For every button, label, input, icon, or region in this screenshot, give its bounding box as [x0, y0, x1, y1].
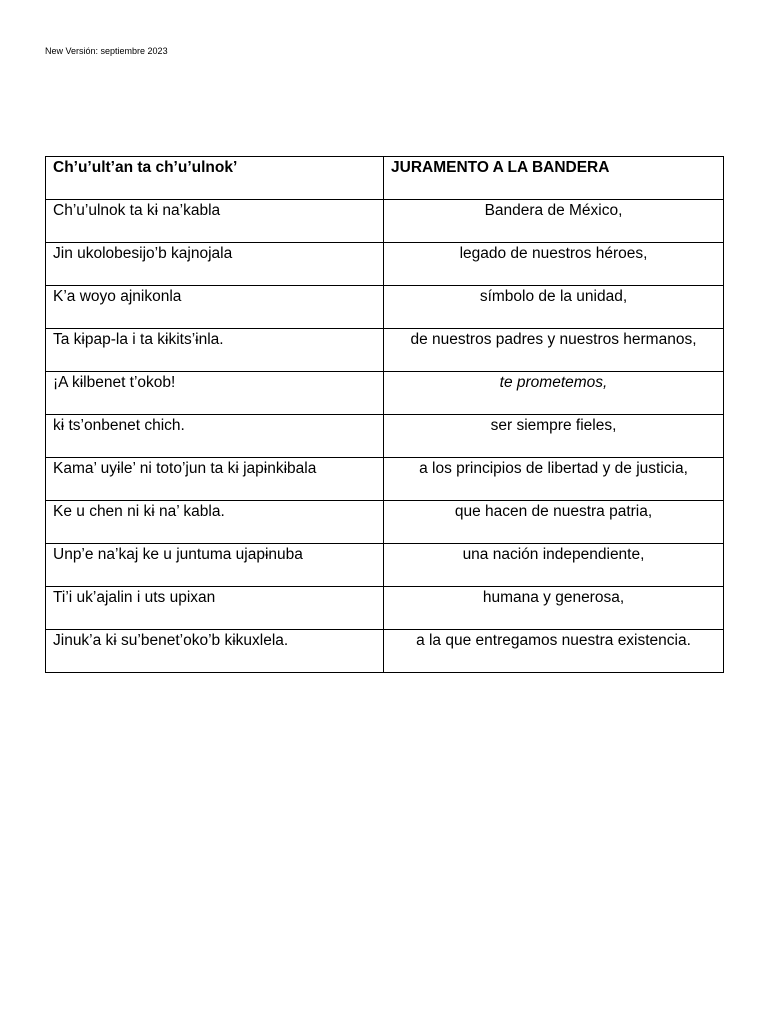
row-right-text: símbolo de la unidad,	[384, 286, 724, 329]
row-right-text: una nación independiente,	[384, 544, 724, 587]
row-right-text: Bandera de México,	[384, 200, 724, 243]
row-left-text: Ke u chen ni kɨ na’ kabla.	[46, 501, 384, 544]
table-row	[46, 286, 724, 329]
table-row	[46, 630, 724, 673]
row-right-text: que hacen de nuestra patria,	[384, 501, 724, 544]
row-left-text: Jinuk’a kɨ su’benet’oko’b kɨkuxlela.	[46, 630, 384, 673]
row-right-text-italic: te prometemos,	[384, 372, 724, 415]
table-row	[46, 587, 724, 630]
table-row	[46, 329, 724, 372]
row-left-text: Ta kɨpap-la i ta kɨkits’ɨnla.	[46, 329, 384, 372]
row-right-text: a la que entregamos nuestra existencia.	[384, 630, 724, 673]
row-left-text: K’a woyo ajnikonla	[46, 286, 384, 329]
row-left-text: Ti’i uk’ajalin i uts upixan	[46, 587, 384, 630]
row-left-text: Jin ukolobesijo’b kajnojala	[46, 243, 384, 286]
row-right-text: ser siempre fieles,	[384, 415, 724, 458]
table-row	[46, 200, 724, 243]
table-row	[46, 544, 724, 587]
row-right-text: humana y generosa,	[384, 587, 724, 630]
row-right-text: de nuestros padres y nuestros hermanos,	[384, 329, 724, 372]
header-tzotzil-title: Ch’u’ult’an ta ch’u’ulnok’	[46, 157, 384, 200]
oath-table	[45, 156, 724, 673]
table-row	[46, 372, 724, 415]
table-row	[46, 501, 724, 544]
row-left-text: Ch’u’ulnok ta kɨ na’kabla	[46, 200, 384, 243]
table-header-row	[46, 157, 724, 200]
row-right-text: a los principios de libertad y de justicia,	[384, 458, 724, 501]
row-left-text: kɨ ts’onbenet chich.	[46, 415, 384, 458]
table-row	[46, 458, 724, 501]
table-row	[46, 415, 724, 458]
row-right-text: legado de nuestros héroes,	[384, 243, 724, 286]
table-row	[46, 243, 724, 286]
version-note: New Versión: septiembre 2023	[45, 46, 168, 56]
row-left-text: ¡A kɨlbenet t’okob!	[46, 372, 384, 415]
row-left-text: Unp’e na’kaj ke u juntuma ujapɨnuba	[46, 544, 384, 587]
row-left-text: Kama’ uyɨle’ ni toto’jun ta kɨ japɨnkɨbala	[46, 458, 384, 501]
header-spanish-title: JURAMENTO A LA BANDERA	[384, 157, 724, 200]
